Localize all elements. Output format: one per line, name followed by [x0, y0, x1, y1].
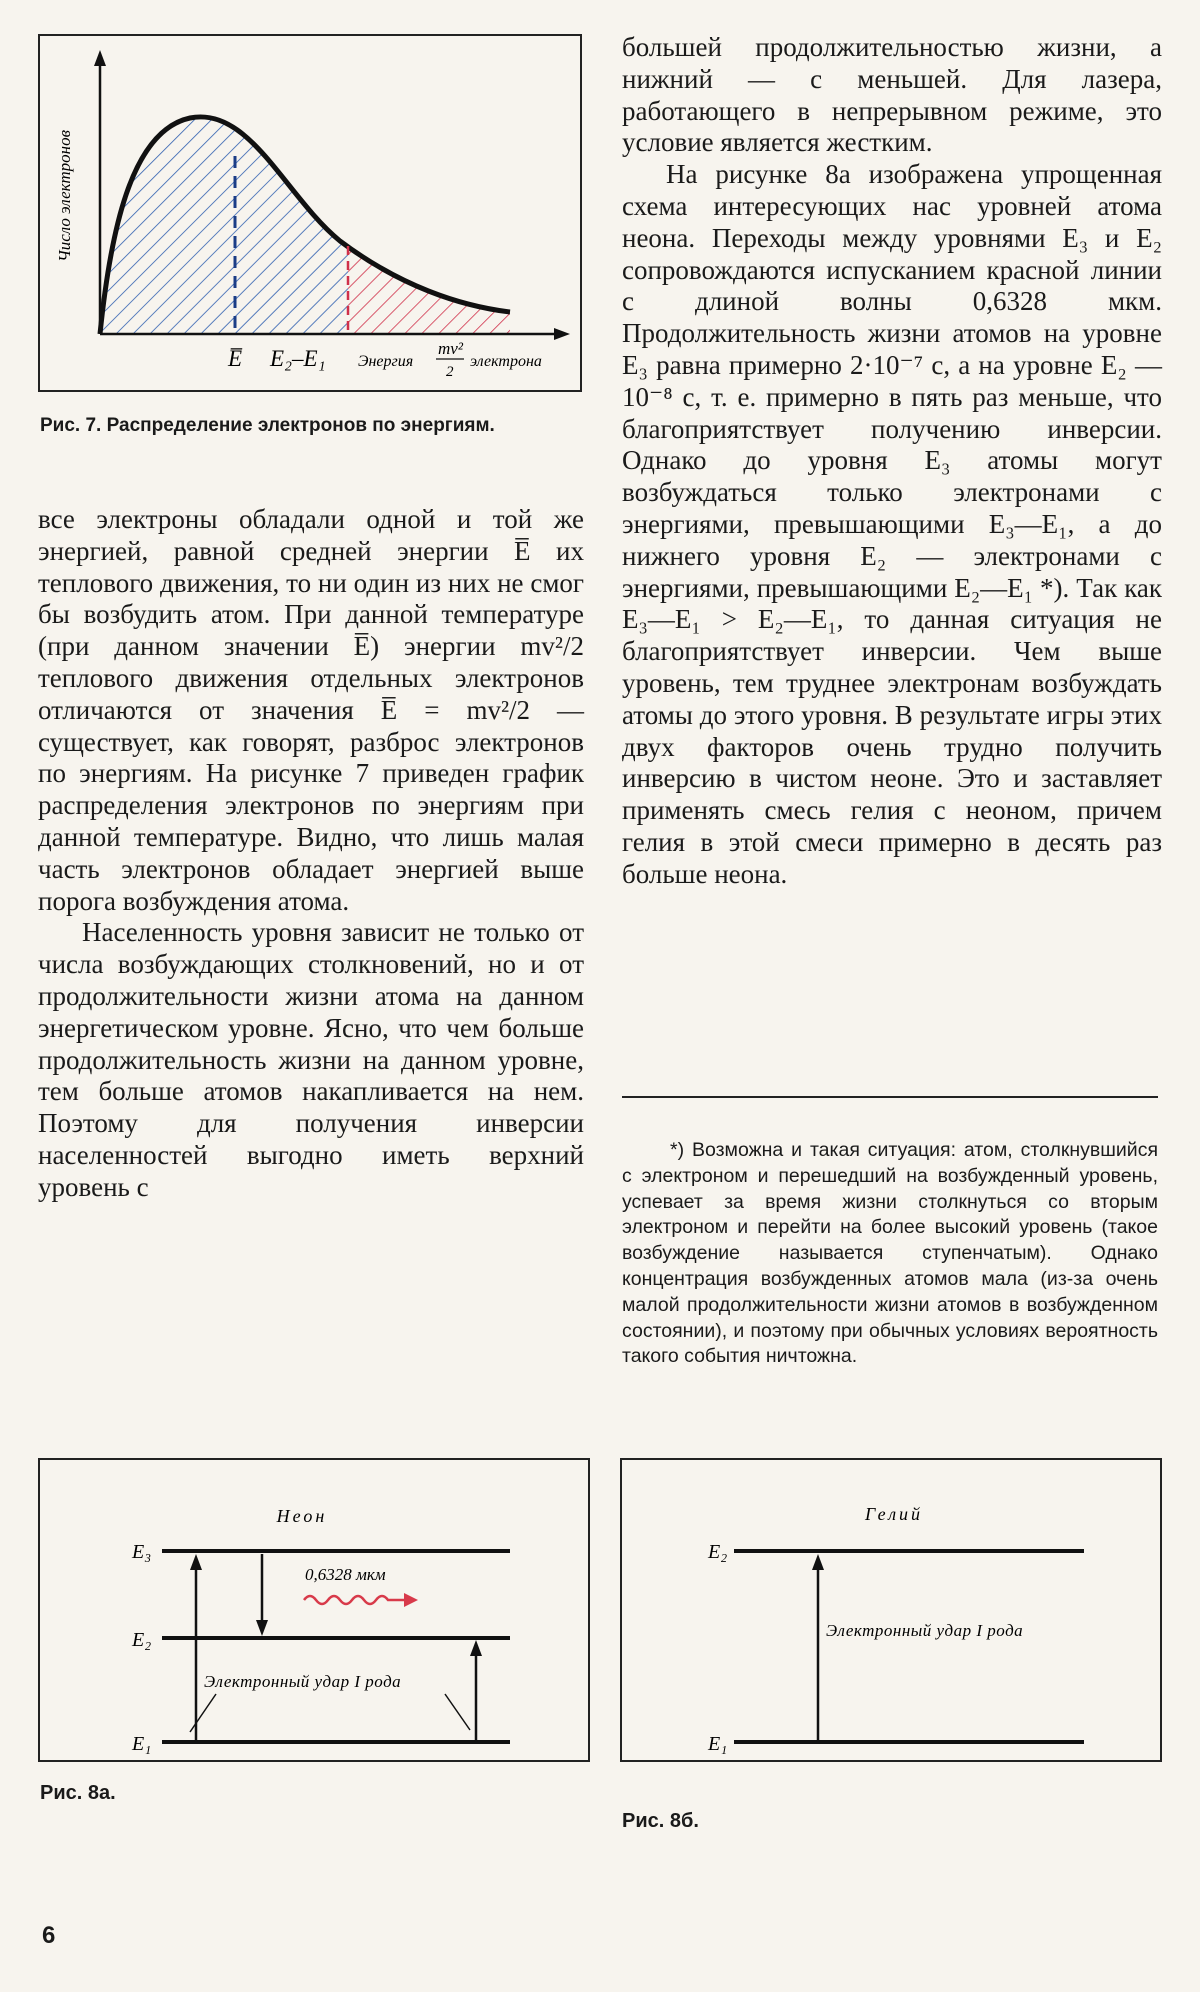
- label-mean-energy: E̅: [228, 346, 243, 371]
- arrow-up-icon: [812, 1554, 824, 1570]
- label-e2: E₂: [132, 1629, 152, 1651]
- left-column: [38, 504, 584, 1204]
- figure-7: [38, 34, 582, 392]
- label-electron-word: электрона: [470, 353, 542, 370]
- figure-8a: [38, 1458, 590, 1762]
- neon-levels-diagram: [40, 1460, 588, 1760]
- figure-8b: [620, 1458, 1162, 1762]
- left-paragraph-1: все электроны обладали одной и той же энергией, равной средней энергии E̅ их теплового движения, то ни один из них не смог бы возбудить атом. При данной температуре (при данном значении E̅) энергии mv²/2 теплового движения отдельных электронов отличаются от значения E̅ = mv²/2 — существует, как говорят, разброс электронов по энергиям. На рисунке 7 приведен график распределения электронов по энергиям при данной температуре. Видно, что лишь малая часть электронов обладает энергией выше порога возбуждения атома.: [38, 504, 584, 916]
- neon-title: Неон: [276, 1506, 328, 1526]
- figure-8b-caption: Рис. 8б.: [622, 1810, 699, 1832]
- label-two: 2: [446, 364, 454, 380]
- arrow-up-icon: [470, 1640, 482, 1656]
- figure-8a-caption: Рис. 8а.: [40, 1782, 116, 1804]
- impact-label: Электронный удар I рода: [826, 1621, 1024, 1640]
- page-number: 6: [42, 1922, 56, 1949]
- arrow-up-icon: [190, 1554, 202, 1570]
- label-energy-diff: E₂–E₁: [270, 346, 326, 371]
- leader-line-right: [445, 1694, 470, 1730]
- arrow-down-icon: [256, 1620, 268, 1636]
- footnote-separator: [622, 1096, 1158, 1098]
- energy-distribution-plot: [40, 36, 580, 390]
- photon-arrowhead-icon: [404, 1593, 418, 1607]
- label-e2: E₂: [708, 1541, 728, 1563]
- leader-line-left: [190, 1694, 216, 1732]
- label-e1: E₁: [708, 1733, 728, 1755]
- right-paragraph-2: На рисунке 8а изображена упрощенная схема интересующих нас уровней атома неона. Переходы между уровнями E₃ и E₂ сопровождаются испусканием красной линии с длиной волны 0,6328 мкм. Продолжительность жизни атомов на уровне E₃ равна примерно 2·10⁻⁷ с, а на уровне E₂ — 10⁻⁸ с, т. е. примерно в пять раз меньше, что благоприятствует получению инверсии. Однако до уровня E₃ атомы могут возбуждаться только электронами с энергиями, превышающими E₃—E₁, а до нижнего уровня E₂ — электронами с энергиями, превышающими E₂—E₁ *). Так как E₃—E₁ > E₂—E₁, то данная ситуация не благоприятствует инверсии. Чем выше уровень, тем труднее электронам возбуждать атомы до этого уровня. В результате игры этих двух факторов очень трудно получить инверсию в чистом неоне. Это и заставляет применять смесь гелия с неоном, причем гелия в этой смеси примерно в десять раз больше неона.: [622, 159, 1162, 889]
- helium-levels-diagram: [622, 1460, 1160, 1760]
- x-axis-arrow-icon: [554, 328, 570, 340]
- wavelength-label: 0,6328 мкм: [305, 1565, 386, 1584]
- y-axis-arrow-icon: [94, 50, 106, 66]
- figure-7-caption: Рис. 7. Распределение электронов по энергиям.: [40, 415, 495, 436]
- footnote: *) Возможна и такая ситуация: атом, столкнувшийся с электроном и перешедший на возбужденный уровень, успевает за время жизни столкнуться со вторым электроном и перейти на более высокий уровень (такое возбуждение называется ступенчатым). Однако концентрация возбужденных атомов мала (из-за очень малой продолжительности жизни атомов в возбужденном состоянии), и поэтому при обычных условиях вероятность такого события ничтожна.: [622, 1139, 1158, 1368]
- label-e1: E₁: [132, 1733, 152, 1755]
- label-mv2: mv²: [438, 339, 463, 358]
- left-paragraph-2: Населенность уровня зависит не только от числа возбуждающих столкновений, но и от продолжительности жизни атома на данном энергетическом уровне. Ясно, что чем больше продолжительность жизни на данном уровне, тем больше атомов накапливается на нем. Поэтому для получения инверсии населенностей выгодно иметь верхний уровень с: [38, 917, 584, 1202]
- label-energy-word: Энергия: [358, 353, 414, 370]
- photon-wave-icon: [304, 1596, 406, 1604]
- right-column: [622, 32, 1162, 891]
- label-e3: E₃: [132, 1541, 152, 1563]
- impact-label: Электронный удар I рода: [204, 1672, 402, 1691]
- helium-title: Гелий: [864, 1504, 924, 1524]
- right-paragraph-1: большей продолжительностью жизни, а нижний — с меньшей. Для лазера, работающего в непрерывном режиме, это условие является жестким.: [622, 32, 1162, 158]
- y-axis-label: Число электронов: [55, 130, 74, 262]
